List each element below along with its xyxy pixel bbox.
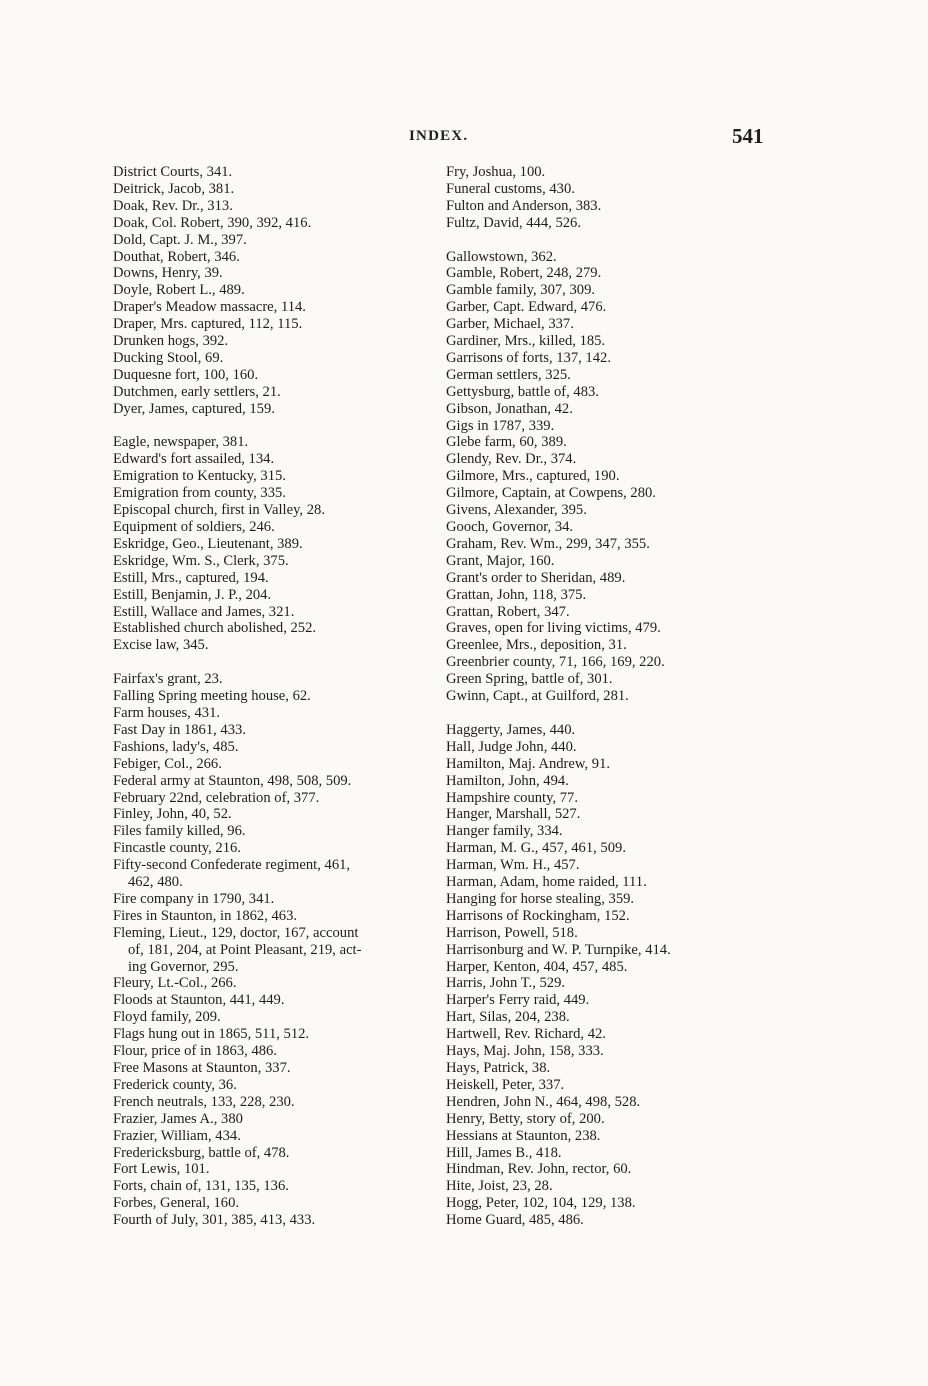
index-entry: Hays, Maj. John, 158, 333. bbox=[446, 1043, 604, 1060]
index-entry: Gardiner, Mrs., killed, 185. bbox=[446, 333, 606, 350]
index-entry: Established church abolished, 252. bbox=[113, 620, 317, 637]
index-entry: Harper, Kenton, 404, 457, 485. bbox=[446, 958, 628, 975]
index-entry: Estill, Benjamin, J. P., 204. bbox=[113, 586, 272, 603]
index-entry: Home Guard, 485, 486. bbox=[446, 1212, 584, 1229]
index-entry: Harrisonburg and W. P. Turnpike, 414. bbox=[446, 941, 671, 958]
index-letter-group bbox=[446, 722, 776, 1229]
index-entry: Finley, John, 40, 52. bbox=[113, 806, 232, 823]
index-entry: Eagle, newspaper, 381. bbox=[113, 434, 249, 451]
index-entry: Gamble, Robert, 248, 279. bbox=[446, 265, 602, 282]
index-entry: Grattan, John, 118, 375. bbox=[446, 586, 587, 603]
index-entry: February 22nd, celebration of, 377. bbox=[113, 789, 320, 806]
index-entry: Fulton and Anderson, 383. bbox=[446, 197, 602, 214]
index-entry: Gwinn, Capt., at Guilford, 281. bbox=[446, 688, 629, 705]
index-entry: German settlers, 325. bbox=[446, 366, 571, 383]
index-entry: Fire company in 1790, 341. bbox=[113, 890, 275, 907]
page-number: 541 bbox=[732, 124, 764, 148]
index-entry: Harrison, Powell, 518. bbox=[446, 924, 578, 941]
index-entry: Haggerty, James, 440. bbox=[446, 721, 576, 738]
index-entry: Floods at Staunton, 441, 449. bbox=[113, 992, 285, 1009]
index-entry: Dold, Capt. J. M., 397. bbox=[113, 231, 247, 248]
index-entry: Downs, Henry, 39. bbox=[113, 265, 223, 282]
index-entry: Fourth of July, 301, 385, 413, 433. bbox=[113, 1212, 316, 1229]
index-entry: Equipment of soldiers, 246. bbox=[113, 519, 275, 536]
page-title: INDEX. bbox=[409, 128, 469, 144]
index-entry: Draper's Meadow massacre, 114. bbox=[113, 299, 306, 316]
index-entry: Gettysburg, battle of, 483. bbox=[446, 383, 599, 400]
index-entry: Fry, Joshua, 100. bbox=[446, 164, 546, 180]
index-entry: Hendren, John N., 464, 498, 528. bbox=[446, 1093, 641, 1110]
index-entry: Febiger, Col., 266. bbox=[113, 755, 222, 772]
index-entry: Harrisons of Rockingham, 152. bbox=[446, 907, 630, 924]
index-entry: Harris, John T., 529. bbox=[446, 975, 566, 992]
index-entry: Hartwell, Rev. Richard, 42. bbox=[446, 1026, 606, 1043]
index-entry: Garber, Capt. Edward, 476. bbox=[446, 299, 607, 316]
index-entry: Hogg, Peter, 102, 104, 129, 138. bbox=[446, 1195, 636, 1212]
index-entry: Fort Lewis, 101. bbox=[113, 1161, 210, 1178]
index-entry: Gilmore, Captain, at Cowpens, 280. bbox=[446, 485, 656, 502]
index-entry: Emigration to Kentucky, 315. bbox=[113, 468, 286, 485]
index-entry: Estill, Wallace and James, 321. bbox=[113, 603, 295, 620]
index-entry: Deitrick, Jacob, 381. bbox=[113, 180, 235, 197]
index-entry: Hanger family, 334. bbox=[446, 823, 563, 840]
index-entry: Hill, James B., 418. bbox=[446, 1144, 562, 1161]
index-entry: Frederick county, 36. bbox=[113, 1076, 237, 1093]
index-entry: French neutrals, 133, 228, 230. bbox=[113, 1093, 295, 1110]
index-entry: Emigration from county, 335. bbox=[113, 485, 286, 502]
index-entry: Frazier, William, 434. bbox=[113, 1127, 241, 1144]
index-entry: Fleury, Lt.-Col., 266. bbox=[113, 975, 237, 992]
index-entry: Floyd family, 209. bbox=[113, 1009, 221, 1026]
index-entry: Fleming, Lieut., 129, doctor, 167, account of, 181, 204, at Point Pleasant, 219, act- ing Governor, 295. bbox=[113, 924, 362, 975]
index-entry: Henry, Betty, story of, 200. bbox=[446, 1110, 605, 1127]
index-column-right bbox=[446, 164, 776, 1229]
page-header bbox=[0, 124, 928, 154]
index-letter-group bbox=[113, 164, 443, 418]
index-entry: Garrisons of forts, 137, 142. bbox=[446, 349, 611, 366]
index-entry: Hanger, Marshall, 527. bbox=[446, 806, 581, 823]
index-entry: Glebe farm, 60, 389. bbox=[446, 434, 567, 451]
index-entry: Funeral customs, 430. bbox=[446, 180, 575, 197]
index-entry: Fast Day in 1861, 433. bbox=[113, 721, 246, 738]
index-entry: Draper, Mrs. captured, 112, 115. bbox=[113, 316, 303, 333]
index-entry: Grattan, Robert, 347. bbox=[446, 603, 570, 620]
index-entry: Edward's fort assailed, 134. bbox=[113, 451, 275, 468]
index-letter-group bbox=[446, 164, 776, 232]
index-entry: Greenbrier county, 71, 166, 169, 220. bbox=[446, 654, 665, 671]
index-entry: Eskridge, Geo., Lieutenant, 389. bbox=[113, 535, 303, 552]
index-entry: Forbes, General, 160. bbox=[113, 1195, 240, 1212]
index-entry: Excise law, 345. bbox=[113, 637, 209, 654]
index-entry: Fifty-second Confederate regiment, 461, 462, 480. bbox=[113, 857, 351, 891]
index-entry: Fairfax's grant, 23. bbox=[113, 671, 223, 688]
index-entry: Gallowstown, 362. bbox=[446, 248, 557, 265]
index-entry: Fultz, David, 444, 526. bbox=[446, 214, 581, 231]
index-entry: Harman, Adam, home raided, 111. bbox=[446, 874, 647, 891]
index-entry: Duquesne fort, 100, 160. bbox=[113, 366, 259, 383]
index-entry: Greenlee, Mrs., deposition, 31. bbox=[446, 637, 627, 654]
index-entry: Fredericksburg, battle of, 478. bbox=[113, 1144, 290, 1161]
index-entry: Hart, Silas, 204, 238. bbox=[446, 1009, 570, 1026]
index-entry: Gibson, Jonathan, 42. bbox=[446, 400, 573, 417]
index-entry: Harman, M. G., 457, 461, 509. bbox=[446, 840, 626, 857]
index-entry: Doyle, Robert L., 489. bbox=[113, 282, 245, 299]
index-entry: Hite, Joist, 23, 28. bbox=[446, 1178, 553, 1195]
index-entry: Harper's Ferry raid, 449. bbox=[446, 992, 590, 1009]
index-entry: Hanging for horse stealing, 359. bbox=[446, 890, 635, 907]
index-column-left bbox=[113, 164, 443, 1229]
index-entry: Grant's order to Sheridan, 489. bbox=[446, 569, 626, 586]
index-entry: Dyer, James, captured, 159. bbox=[113, 400, 275, 417]
index-entry: Green Spring, battle of, 301. bbox=[446, 671, 613, 688]
index-entry: Grant, Major, 160. bbox=[446, 552, 555, 569]
index-entry: Ducking Stool, 69. bbox=[113, 349, 224, 366]
index-entry: Hall, Judge John, 440. bbox=[446, 738, 577, 755]
index-entry: Hampshire county, 77. bbox=[446, 789, 578, 806]
index-entry: Doak, Rev. Dr., 313. bbox=[113, 197, 233, 214]
index-entry: Douthat, Robert, 346. bbox=[113, 248, 240, 265]
index-entry: Fires in Staunton, in 1862, 463. bbox=[113, 907, 298, 924]
index-letter-group bbox=[446, 249, 776, 705]
index-entry: Flour, price of in 1863, 486. bbox=[113, 1043, 277, 1060]
index-entry: Drunken hogs, 392. bbox=[113, 333, 229, 350]
index-entry: Eskridge, Wm. S., Clerk, 375. bbox=[113, 552, 289, 569]
index-entry: Heiskell, Peter, 337. bbox=[446, 1076, 565, 1093]
index-entry: Falling Spring meeting house, 62. bbox=[113, 688, 311, 705]
index-entry: Glendy, Rev. Dr., 374. bbox=[446, 451, 577, 468]
index-entry: Givens, Alexander, 395. bbox=[446, 502, 587, 519]
index-entry: Fashions, lady's, 485. bbox=[113, 738, 239, 755]
index-entry: Forts, chain of, 131, 135, 136. bbox=[113, 1178, 289, 1195]
index-entry: Doak, Col. Robert, 390, 392, 416. bbox=[113, 214, 312, 231]
index-entry: Hays, Patrick, 38. bbox=[446, 1060, 551, 1076]
index-entry: Hessians at Staunton, 238. bbox=[446, 1127, 601, 1144]
index-entry: Fincastle county, 216. bbox=[113, 840, 241, 857]
index-entry: Frazier, James A., 380 bbox=[113, 1110, 243, 1127]
index-entry: Garber, Michael, 337. bbox=[446, 316, 574, 333]
index-entry: Hamilton, Maj. Andrew, 91. bbox=[446, 755, 611, 772]
index-entry: Free Masons at Staunton, 337. bbox=[113, 1060, 291, 1076]
index-letter-group bbox=[113, 434, 443, 654]
index-entry: Hindman, Rev. John, rector, 60. bbox=[446, 1161, 632, 1178]
index-entry: Gilmore, Mrs., captured, 190. bbox=[446, 468, 620, 485]
index-entry: Harman, Wm. H., 457. bbox=[446, 857, 580, 874]
index-entry: Episcopal church, first in Valley, 28. bbox=[113, 502, 325, 519]
index-entry: Federal army at Staunton, 498, 508, 509. bbox=[113, 772, 352, 789]
index-entry: Flags hung out in 1865, 511, 512. bbox=[113, 1026, 310, 1043]
index-entry: Gooch, Governor, 34. bbox=[446, 519, 574, 536]
index-entry: Farm houses, 431. bbox=[113, 704, 221, 721]
index-entry: Graves, open for living victims, 479. bbox=[446, 620, 661, 637]
index-entry: Files family killed, 96. bbox=[113, 823, 246, 840]
index-entry: Estill, Mrs., captured, 194. bbox=[113, 569, 269, 586]
index-entry: Graham, Rev. Wm., 299, 347, 355. bbox=[446, 535, 650, 552]
index-entry: Gamble family, 307, 309. bbox=[446, 282, 596, 299]
index-entry: District Courts, 341. bbox=[113, 164, 233, 180]
index-entry: Dutchmen, early settlers, 21. bbox=[113, 383, 281, 400]
index-entry: Gigs in 1787, 339. bbox=[446, 417, 555, 434]
index-entry: Hamilton, John, 494. bbox=[446, 772, 569, 789]
index-letter-group bbox=[113, 671, 443, 1229]
